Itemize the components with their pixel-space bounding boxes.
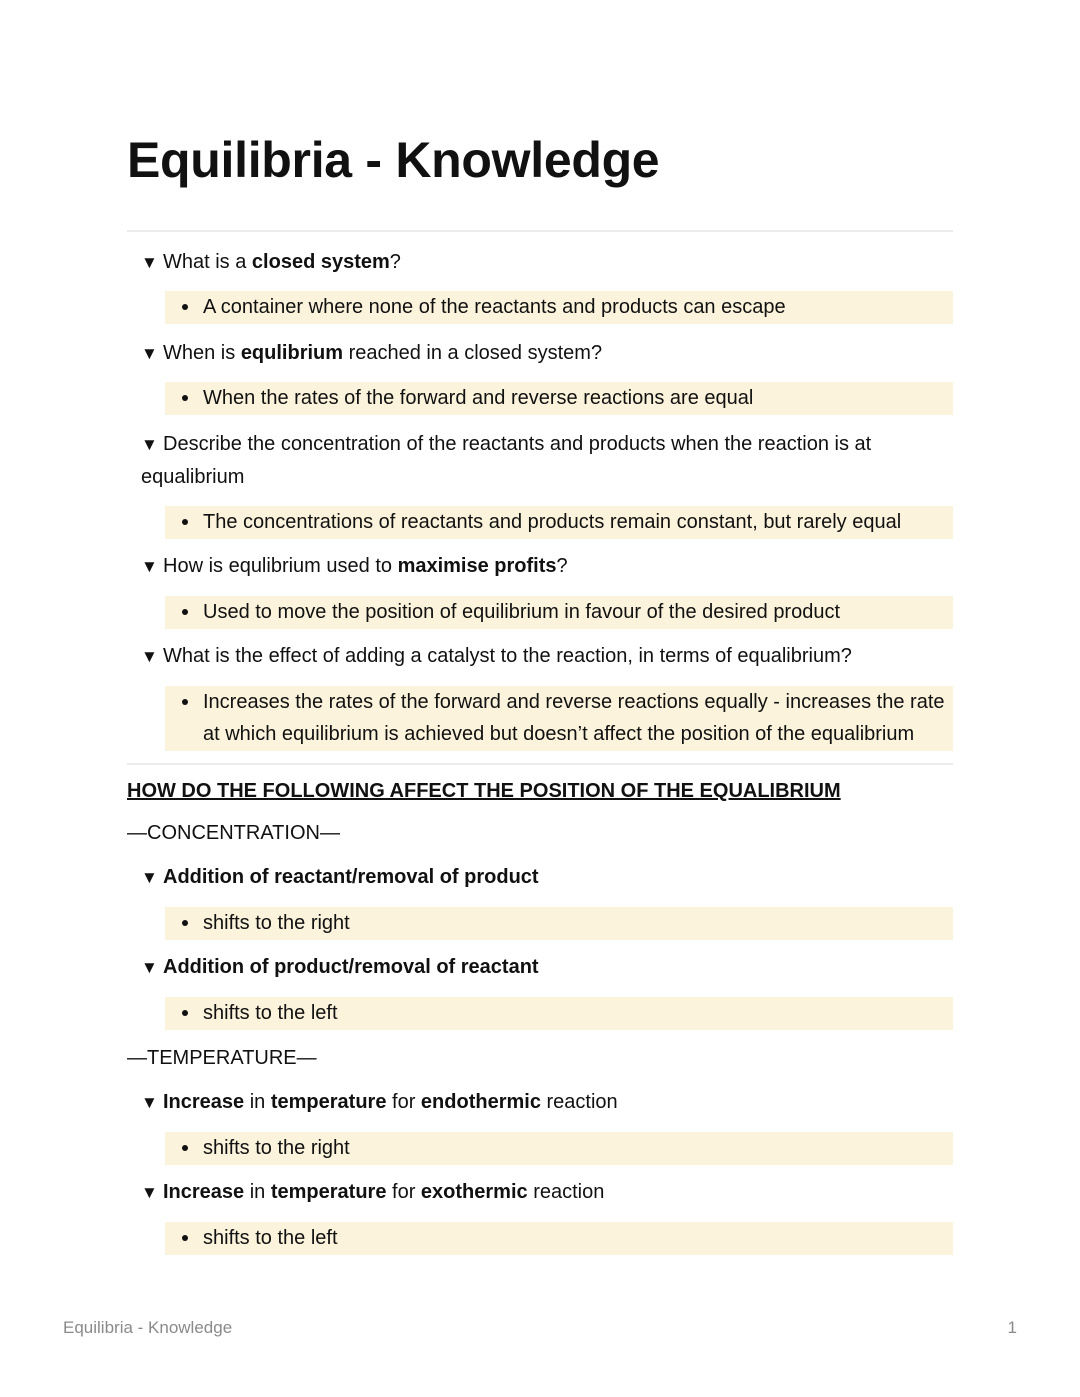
footer-title: Equilibria - Knowledge [63, 1318, 233, 1337]
toggle-triangle-icon[interactable]: ▼ [141, 647, 158, 666]
toggle-answer: shifts to the left [165, 1222, 953, 1255]
toggle-question[interactable]: ▼ Increase in temperature for endothermic reaction [141, 1086, 953, 1119]
toggle-answer: Used to move the position of equilibrium in favour of the desired product [165, 596, 953, 629]
page-title: Equilibria - Knowledge [127, 132, 660, 188]
toggle-triangle-icon[interactable]: ▼ [141, 557, 158, 576]
page-content [127, 128, 953, 1255]
toggle-triangle-icon[interactable]: ▼ [141, 1093, 158, 1112]
toggle-triangle-icon[interactable]: ▼ [141, 1183, 158, 1202]
section-label-concentration: —CONCENTRATION— [127, 822, 340, 844]
toggle-question[interactable]: ▼ Increase in temperature for exothermic reaction [141, 1176, 953, 1209]
toggle-question[interactable]: ▼ What is a closed system? [141, 246, 953, 279]
toggle-answer: Increases the rates of the forward and reverse reactions equally - increases the rate at which equilibrium is achieved but doesn’t affect the position of the equalibrium [165, 686, 953, 751]
toggle-block [141, 246, 953, 324]
toggle-answer: shifts to the right [165, 1132, 953, 1165]
toggle-question[interactable]: ▼ What is the effect of adding a catalyst to the reaction, in terms of equalibrium? [141, 640, 953, 673]
divider [127, 763, 953, 765]
toggle-answer: When the rates of the forward and reverse reactions are equal [165, 382, 953, 415]
toggle-block [141, 1176, 953, 1255]
toggle-question[interactable]: ▼ Addition of product/removal of reactant [141, 951, 953, 984]
toggle-block [141, 861, 953, 940]
footer-page-number: 1 [1007, 1318, 1017, 1337]
divider [127, 230, 953, 232]
toggle-triangle-icon[interactable]: ▼ [141, 958, 158, 977]
toggle-triangle-icon[interactable]: ▼ [141, 253, 158, 272]
toggle-triangle-icon[interactable]: ▼ [141, 344, 158, 363]
toggle-block [141, 640, 953, 751]
toggle-question[interactable]: ▼ Addition of reactant/removal of product [141, 861, 953, 894]
toggle-answer: shifts to the left [165, 997, 953, 1030]
toggle-answer: A container where none of the reactants and products can escape [165, 291, 953, 324]
toggle-question[interactable]: ▼ How is equlibrium used to maximise profits? [141, 550, 953, 583]
toggle-block [141, 951, 953, 1030]
toggle-answer: shifts to the right [165, 907, 953, 940]
toggle-question[interactable]: ▼ Describe the concentration of the reactants and products when the reaction is at equalibrium [141, 428, 931, 493]
toggle-block [141, 550, 953, 629]
toggle-block [141, 1086, 953, 1165]
toggle-question[interactable]: ▼ When is equlibrium reached in a closed system? [141, 337, 953, 370]
toggle-block [141, 428, 953, 539]
toggle-triangle-icon[interactable]: ▼ [141, 435, 158, 454]
toggle-block [141, 337, 953, 415]
toggle-answer: The concentrations of reactants and products remain constant, but rarely equal [165, 506, 953, 539]
toggle-triangle-icon[interactable]: ▼ [141, 868, 158, 887]
section-heading: HOW DO THE FOLLOWING AFFECT THE POSITION OF THE EQUALIBRIUM [127, 780, 841, 802]
section-label-temperature: —TEMPERATURE— [127, 1047, 317, 1069]
